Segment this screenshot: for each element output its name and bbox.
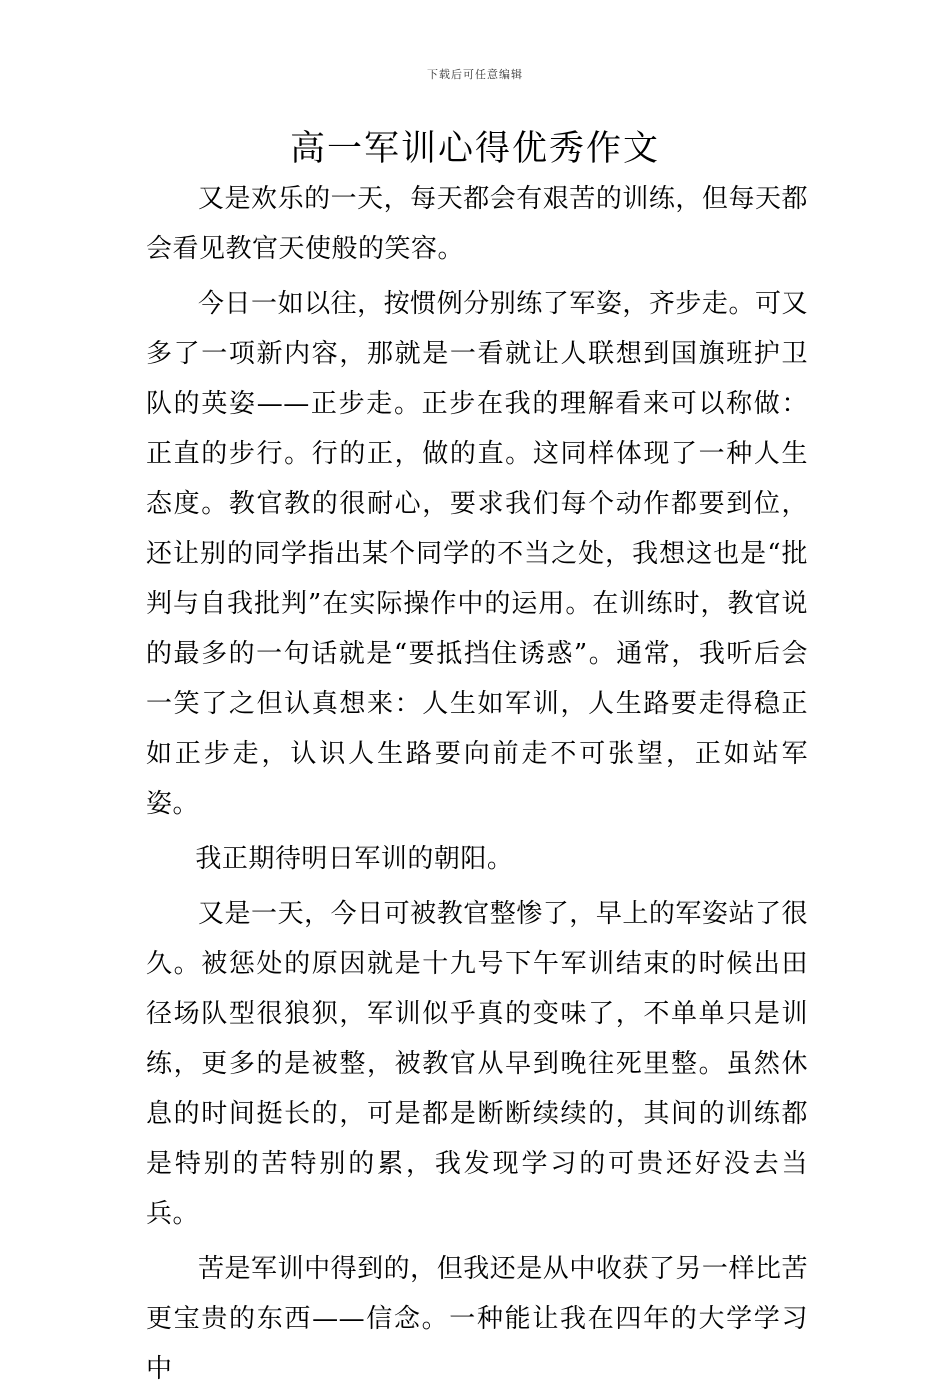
- paragraph-1: 又是欢乐的一天，每天都会有艰苦的训练，但每天都会看见教官天使般的笑容。: [146, 184, 808, 264]
- page-title: 高一军训心得优秀作文: [289, 129, 660, 169]
- header-note: 下载后可任意编辑: [427, 68, 523, 81]
- paragraph-5: 苦是军训中得到的，但我还是从中收获了另一样比苦更宝贵的东西——信念。一种能让我在四年的大学学习中: [146, 1254, 808, 1384]
- paragraph-2: 今日一如以往，按惯例分别练了军姿，齐步走。可又多了一项新内容，那就是一看就让人联想到国旗班护卫队的英姿——正步走。正步在我的理解看来可以称做：正直的步行。行的正，做的直。这同样体现了一种人生态度。教官教的很耐心，要求我们每个动作都要到位，还让别的同学指出某个同学的不当之处，我想这也是“批判与自我批判”在实际操作中的运用。在训练时，教官说的最多的一句话就是“要抵挡住诱惑”。通常，我听后会一笑了之但认真想来：人生如军训，人生路要走得稳正如正步走，认识人生路要向前走不可张望，正如站军姿。: [146, 289, 808, 819]
- paragraph-3: 我正期待明日军训的朝阳。: [195, 844, 514, 874]
- document-body: [146, 174, 808, 1394]
- paragraph-4: 又是一天，今日可被教官整惨了，早上的军姿站了很久。被惩处的原因就是十九号下午军训结束的时候出田径场队型很狼狈，军训似乎真的变味了，不单单只是训练，更多的是被整，被教官从早到晚往死里整。虽然休息的时间挺长的，可是都是断断续续的，其间的训练都是特别的苦特别的累，我发现学习的可贵还好没去当兵。: [146, 899, 808, 1229]
